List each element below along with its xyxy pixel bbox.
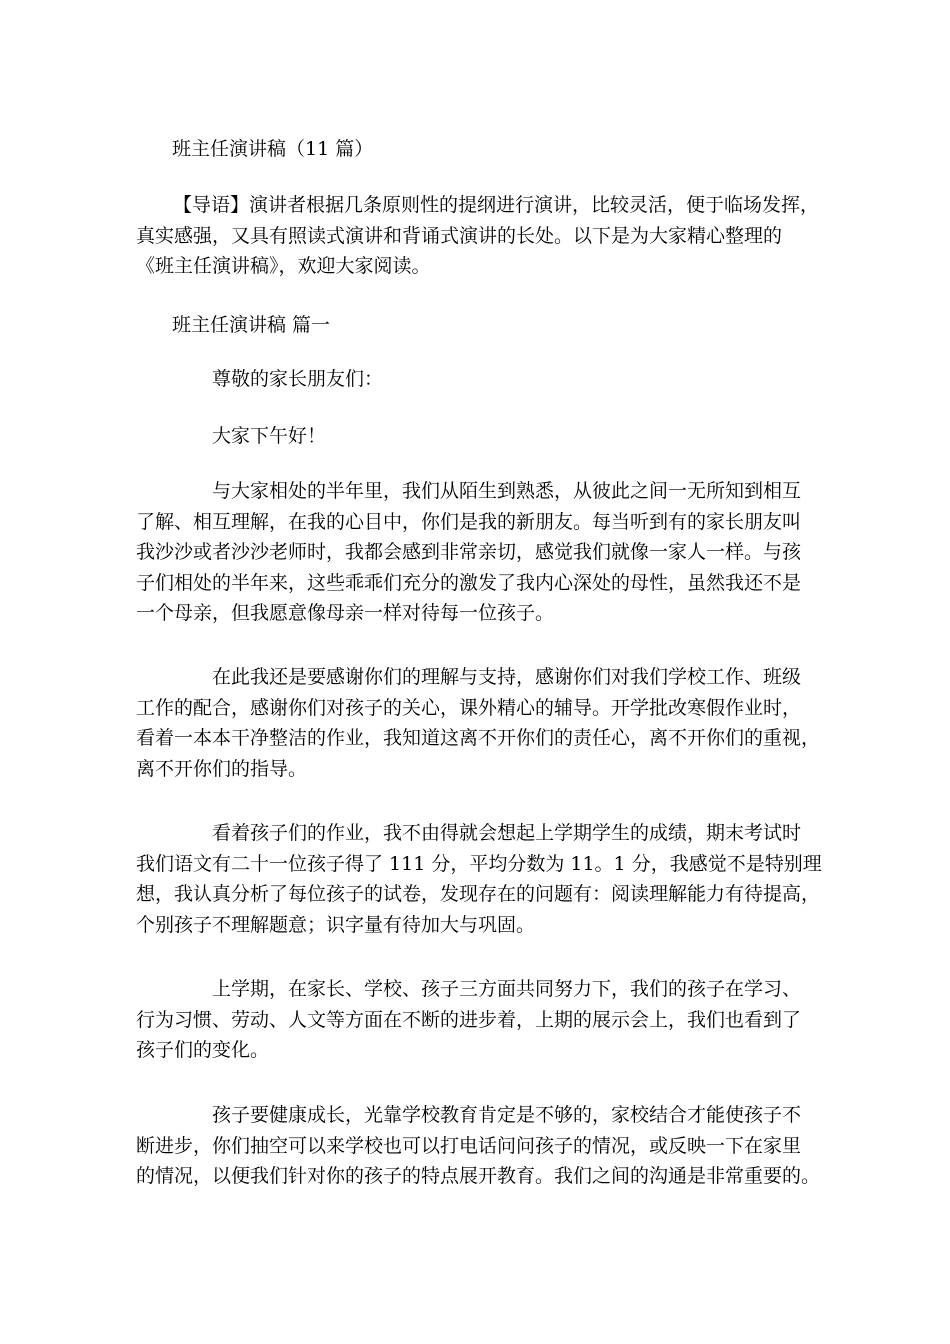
paragraph-line: 孩子要健康成长，光靠学校教育肯定是不够的，家校结合才能使孩子不 [212, 1104, 802, 1126]
paragraph-line: 行为习惯、劳动、人文等方面在不断的进步着，上期的展示会上，我们也看到了 [136, 1008, 802, 1031]
body-paragraph [136, 662, 820, 784]
paragraph-line: 个别孩子不理解题意；识字量有待加大与巩固。 [136, 913, 536, 936]
body-paragraph [136, 818, 820, 940]
body-paragraph [136, 974, 820, 1066]
paragraph-line: 在此我还是要感谢你们的理解与支持，感谢你们对我们学校工作、班级 [212, 666, 802, 688]
paragraph-line: 离不开你们的指导。 [136, 757, 308, 780]
paragraph-line: 的情况，以便我们针对你的孩子的特点展开教育。我们之间的沟通是非常重要的。 [136, 1165, 821, 1187]
document-title: 班主任演讲稿（11 篇） [172, 138, 374, 160]
paragraph-line: 子们相处的半年来，这些乖乖们充分的激发了我内心深处的母性，虽然我还不是 [136, 571, 802, 594]
paragraph-line: 我们语文有二十一位孩子得了 111 分，平均分数为 11。1 分，我感觉不是特别理 [136, 852, 822, 875]
paragraph-line: 看着孩子们的作业，我不由得就会想起上学期学生的成绩，期末考试时 [212, 822, 802, 844]
section-heading: 班主任演讲稿 篇一 [172, 314, 331, 336]
paragraph-line: 我沙沙或者沙沙老师时，我都会感到非常亲切，感觉我们就像一家人一样。与孩 [136, 541, 802, 563]
intro-line: 《班主任演讲稿》，欢迎大家阅读。 [136, 255, 431, 277]
paragraph-line: 上学期，在家长、学校、孩子三方面共同努力下，我们的孩子在学习、 [212, 978, 802, 1000]
paragraph-line: 一个母亲，但我愿意像母亲一样对待每一位孩子。 [136, 602, 555, 624]
paragraph-line: 孩子们的变化。 [136, 1039, 270, 1061]
intro-line: 【导语】演讲者根据几条原则性的提纲进行演讲，比较灵活，便于临场发挥， [173, 194, 820, 216]
paragraph-line: 工作的配合，感谢你们对孩子的关心，课外精心的辅导。开学批改寒假作业时， [136, 696, 802, 719]
salutation: 尊敬的家长朋友们： [212, 368, 384, 390]
paragraph-line: 断进步，你们抽空可以来学校也可以打电话问问孩子的情况，或反映一下在家里 [136, 1134, 802, 1157]
paragraph-line: 看着一本本干净整洁的作业，我知道这离不开你们的责任心，离不开你们的重视， [136, 727, 821, 749]
paragraph-line: 想，我认真分析了每位孩子的试卷，发现存在的问题有：阅读理解能力有待提高， [136, 883, 821, 905]
body-paragraph [136, 1100, 820, 1192]
paragraph-line: 与大家相处的半年里，我们从陌生到熟悉，从彼此之间一无所知到相互 [212, 480, 802, 502]
intro-paragraph [136, 190, 820, 282]
body-paragraph [136, 476, 820, 629]
greeting: 大家下午好！ [212, 425, 327, 447]
paragraph-line: 了解、相互理解，在我的心目中，你们是我的新朋友。每当听到有的家长朋友叫 [136, 510, 802, 533]
intro-line: 真实感强，又具有照读式演讲和背诵式演讲的长处。以下是为大家精心整理的 [136, 224, 783, 247]
